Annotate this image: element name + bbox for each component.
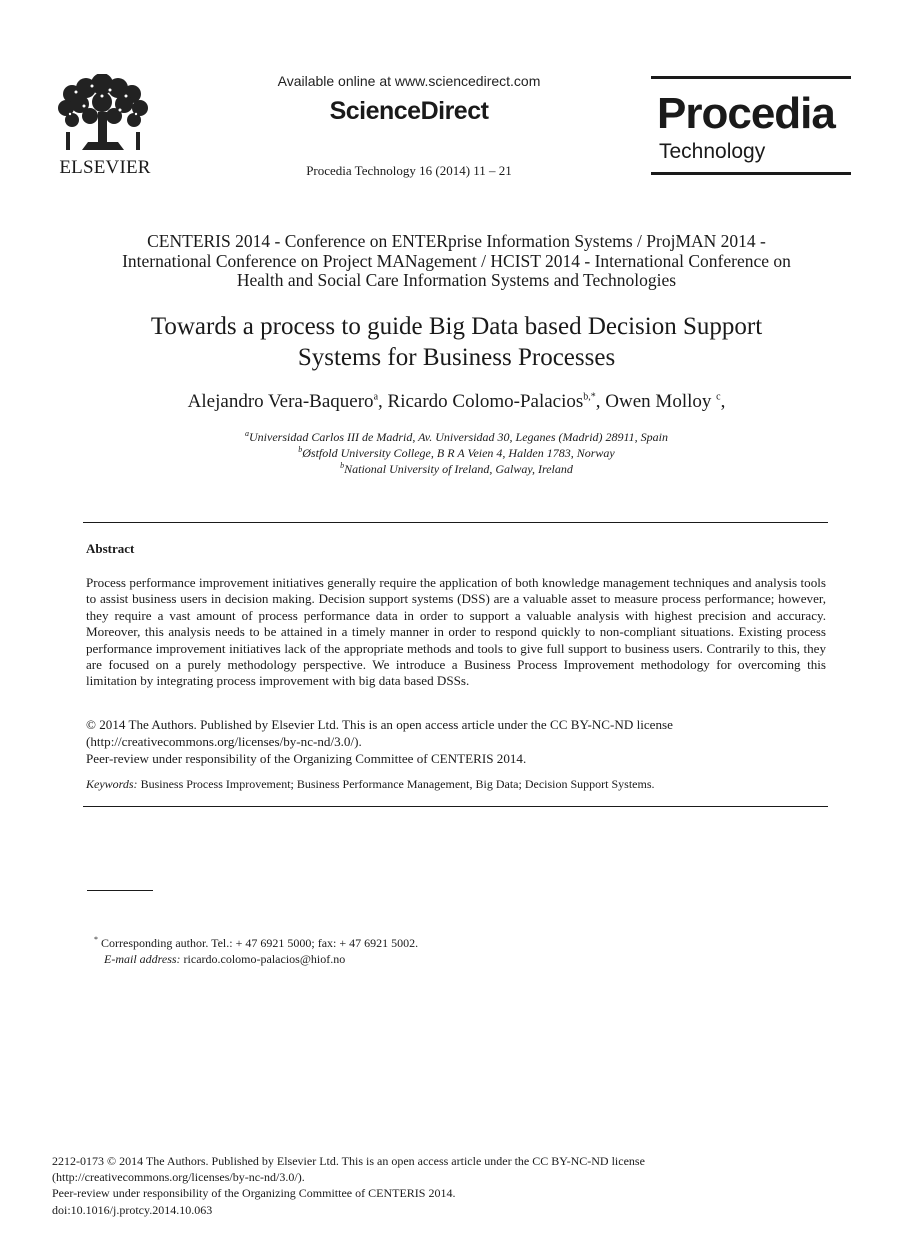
author-separator: ,: [720, 391, 726, 412]
footnote-marker: *: [94, 935, 98, 944]
peer-review-note: Peer-review under responsibility of the Organizing Committee of CENTERIS 2014.: [86, 751, 527, 766]
footer-line: 2212-0173 © 2014 The Authors. Published by Elsevier Ltd. This is an open access article under the CC BY-NC-ND license: [52, 1154, 645, 1168]
copyright-footer: [52, 1153, 772, 1218]
license-block: [86, 716, 826, 767]
conference-name: [60, 232, 853, 291]
affiliation-marker: a: [245, 429, 250, 438]
footnote: [94, 932, 418, 967]
license-line: © 2014 The Authors. Published by Elsevier Ltd. This is an open access article under the CC BY-NC-ND license: [86, 717, 673, 732]
author-name: Owen Molloy: [605, 391, 717, 412]
affiliation-text: Universidad Carlos III de Madrid, Av. Universidad 30, Leganes (Madrid) 28911, Spain: [249, 430, 668, 444]
keywords-text: Business Process Improvement; Business Performance Management, Big Data; Decision Support Systems.: [137, 777, 655, 791]
abstract-text: Process performance improvement initiatives generally require the application of both knowledge management techniques and analysis tools to assist business users in decision making. Decision support systems (DSS) are a valuable asset to measure process performance; however, they require a vast amount of process performance data in order to support a valuable analysis with highest precision and accuracy. Moreover, this analysis needs to be attained in a timely manner in order to respond quickly to non-compliant situations. Existing process performance improvement initiatives lack of the appropriate methods and tools to give full support to business users. Contrarily to this, they are focused on a purely methodology perspective. We introduce a Business Process Improvement methodology for overcoming this limitation by integrating process improvement with big data based DSSs.: [86, 575, 826, 689]
email-address[interactable]: ricardo.colomo-palacios@hiof.no: [180, 952, 346, 966]
divider: [83, 522, 828, 523]
affiliation-marker: b: [340, 461, 345, 470]
abstract-heading: Abstract: [86, 541, 135, 556]
procedia-logo: [651, 76, 851, 175]
procedia-logo-subtitle: Technology: [659, 140, 766, 163]
affiliation: [60, 445, 853, 461]
footer-line: Peer-review under responsibility of the Organizing Committee of CENTERIS 2014.: [52, 1186, 456, 1201]
publisher-wordmark: ELSEVIER: [59, 157, 151, 178]
affiliation: [60, 429, 853, 445]
conference-line: Health and Social Care Information Systems and Technologies: [236, 270, 677, 290]
author-name: Ricardo Colomo-Palacios: [387, 391, 584, 412]
affiliation-text: National University of Ireland, Galway, Ireland: [344, 462, 573, 476]
divider: [83, 806, 828, 807]
affiliation: [60, 461, 853, 477]
author-separator: ,: [595, 391, 606, 412]
logo-rule-top: [651, 76, 851, 79]
affiliation-marker: b: [298, 445, 303, 454]
procedia-logo-name: Procedia: [657, 89, 835, 138]
journal-citation: Procedia Technology 16 (2014) 11 – 21: [306, 163, 512, 178]
sciencedirect-logo: ScienceDirect: [329, 97, 489, 125]
conference-line: CENTERIS 2014 - Conference on ENTERprise Information Systems / ProjMAN 2014 -: [147, 231, 766, 251]
paper-title: [60, 311, 853, 373]
title-line: Systems for Business Processes: [297, 344, 616, 371]
author-list: [60, 391, 853, 413]
corresponding-author: Corresponding author. Tel.: + 47 6921 5000; fax: + 47 6921 5002.: [98, 936, 419, 950]
email-label: E-mail address:: [104, 952, 181, 966]
footer-link[interactable]: (http://creativecommons.org/licenses/by-nc-nd/3.0/).: [52, 1170, 305, 1185]
affiliation-text: Østfold University College, B R A Veien 4, Halden 1783, Norway: [302, 446, 615, 460]
author-affil-marker: b,*: [583, 391, 596, 403]
title-line: Towards a process to guide Big Data based Decision Support: [150, 313, 763, 340]
footnote-rule: [87, 890, 153, 891]
license-link[interactable]: (http://creativecommons.org/licenses/by-nc-nd/3.0/).: [86, 734, 362, 749]
keywords: [86, 777, 826, 792]
author-name: Alejandro Vera-Baquero: [187, 391, 374, 412]
logo-rule-bottom: [651, 172, 851, 175]
author-separator: ,: [378, 391, 388, 412]
doi[interactable]: doi:10.1016/j.protcy.2014.10.063: [52, 1202, 213, 1217]
available-online-text: Available online at www.sciencedirect.com: [277, 73, 541, 89]
keywords-label: Keywords:: [86, 777, 138, 791]
author-affil-marker: a: [373, 391, 379, 403]
author-affil-marker: c: [716, 391, 721, 403]
conference-line: International Conference on Project MANagement / HCIST 2014 - International Conference on: [122, 250, 791, 271]
